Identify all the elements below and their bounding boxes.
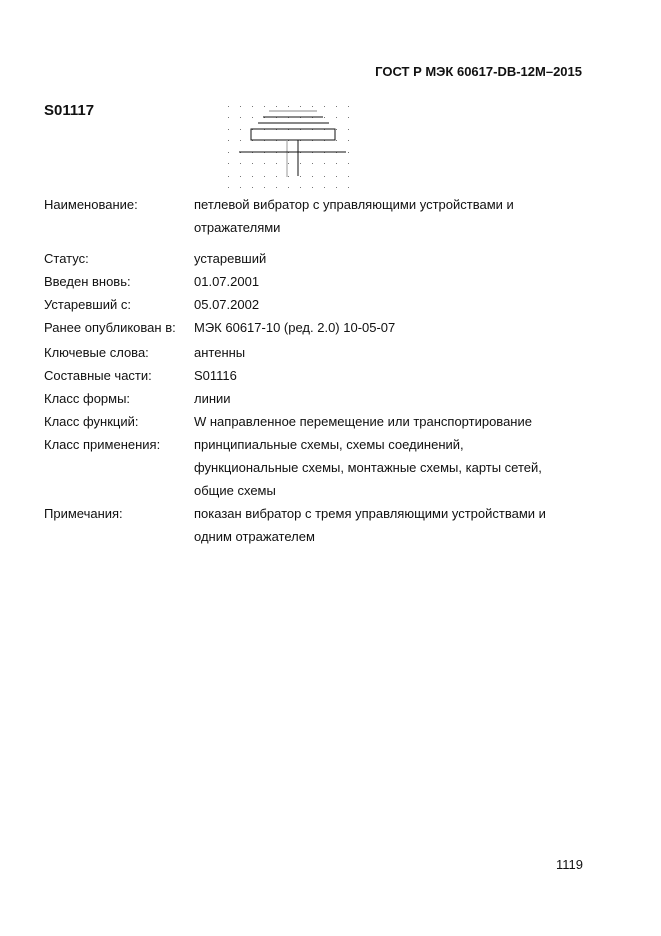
grid-dot [252, 176, 253, 177]
field-value: антенны [194, 345, 246, 360]
field-value: петлевой вибратор с управляющими устройствами и отражателями [194, 197, 514, 235]
dipole-antenna-symbol [220, 95, 360, 195]
grid-dot [336, 140, 337, 141]
grid-dot [264, 106, 265, 107]
grid-dot [252, 187, 253, 188]
field-label: Ключевые слова: [44, 345, 149, 360]
grid-dot [348, 187, 349, 188]
field-value: МЭК 60617-10 (ред. 2.0) 10-05-07 [194, 320, 396, 335]
field-value: 05.07.2002 [194, 297, 260, 312]
grid-dot [240, 106, 241, 107]
grid-dot [336, 106, 337, 107]
grid-dot [240, 163, 241, 164]
grid-dot [300, 187, 301, 188]
grid-dot [252, 163, 253, 164]
page-number: 1119 [556, 857, 583, 872]
grid-dot [276, 187, 277, 188]
field-row [44, 502, 554, 548]
field-row [44, 364, 554, 387]
field-label: Введен вновь: [44, 274, 131, 289]
grid-dot [228, 152, 229, 153]
grid-dot [312, 106, 313, 107]
grid-dot [348, 106, 349, 107]
field-label: Класс формы: [44, 391, 131, 406]
grid-dot [336, 129, 337, 130]
grid-dot [336, 187, 337, 188]
grid-dot [348, 176, 349, 177]
grid-dot [240, 140, 241, 141]
grid-dot [324, 106, 325, 107]
grid-dot [240, 117, 241, 118]
grid-dot [336, 117, 337, 118]
grid-dot [288, 187, 289, 188]
field-value: устаревший [194, 251, 267, 266]
field-row [44, 293, 554, 316]
grid-dot [276, 176, 277, 177]
grid-dot [228, 140, 229, 141]
field-value: W направленное перемещение или транспортирование [194, 414, 532, 429]
standard-header: ГОСТ Р МЭК 60617-DB-12M–2015 [375, 64, 582, 79]
grid-dot [300, 176, 301, 177]
grid-dot [264, 176, 265, 177]
grid-dot [348, 152, 349, 153]
field-value: S01116 [194, 368, 237, 383]
field-value: показан вибратор с тремя управляющими устройствами и одним отражателем [194, 506, 546, 544]
grid-dot [348, 140, 349, 141]
grid-dot [240, 187, 241, 188]
grid-dot [312, 176, 313, 177]
field-value: линии [194, 391, 231, 406]
field-label: Класс применения: [44, 437, 161, 452]
field-row [44, 316, 554, 339]
grid-dot [264, 187, 265, 188]
grid-dot [240, 176, 241, 177]
grid-dot [300, 163, 301, 164]
grid-dot [264, 163, 265, 164]
grid-dot [324, 187, 325, 188]
grid-dot [252, 106, 253, 107]
field-row [44, 410, 554, 433]
field-row [44, 433, 554, 502]
grid-dot [348, 163, 349, 164]
grid-dot [240, 129, 241, 130]
grid-dot [288, 176, 289, 177]
field-row [44, 247, 554, 270]
grid-dot [228, 106, 229, 107]
field-label: Статус: [44, 251, 89, 266]
field-label: Ранее опубликован в: [44, 320, 176, 335]
grid-dot [348, 129, 349, 130]
grid-dot [348, 117, 349, 118]
grid-dot [228, 176, 229, 177]
grid-dot [312, 187, 313, 188]
grid-dot [276, 163, 277, 164]
field-row [44, 193, 554, 239]
grid-dot [228, 117, 229, 118]
grid-dot [288, 163, 289, 164]
field-value: 01.07.2001 [194, 274, 260, 289]
grid-dot [300, 106, 301, 107]
grid-dot [228, 129, 229, 130]
grid-dot [324, 176, 325, 177]
field-label: Составные части: [44, 368, 152, 383]
grid-dot [288, 106, 289, 107]
grid-dot [336, 176, 337, 177]
grid-dot [276, 106, 277, 107]
grid-dot [228, 187, 229, 188]
grid-dot [312, 163, 313, 164]
grid-dot [336, 163, 337, 164]
grid-dot [324, 117, 325, 118]
field-value: принципиальные схемы, схемы соединений, функциональные схемы, монтажные схемы, карты сетей, общие схемы [194, 437, 542, 498]
field-label: Наименование: [44, 197, 138, 212]
field-label: Примечания: [44, 506, 123, 521]
grid-dot [228, 163, 229, 164]
field-row [44, 387, 554, 410]
field-label: Устаревший с: [44, 297, 131, 312]
field-row [44, 270, 554, 293]
grid-dot [252, 117, 253, 118]
field-label: Класс функций: [44, 414, 139, 429]
field-row [44, 341, 554, 364]
symbol-code: S01117 [44, 102, 95, 119]
grid-dot [324, 163, 325, 164]
